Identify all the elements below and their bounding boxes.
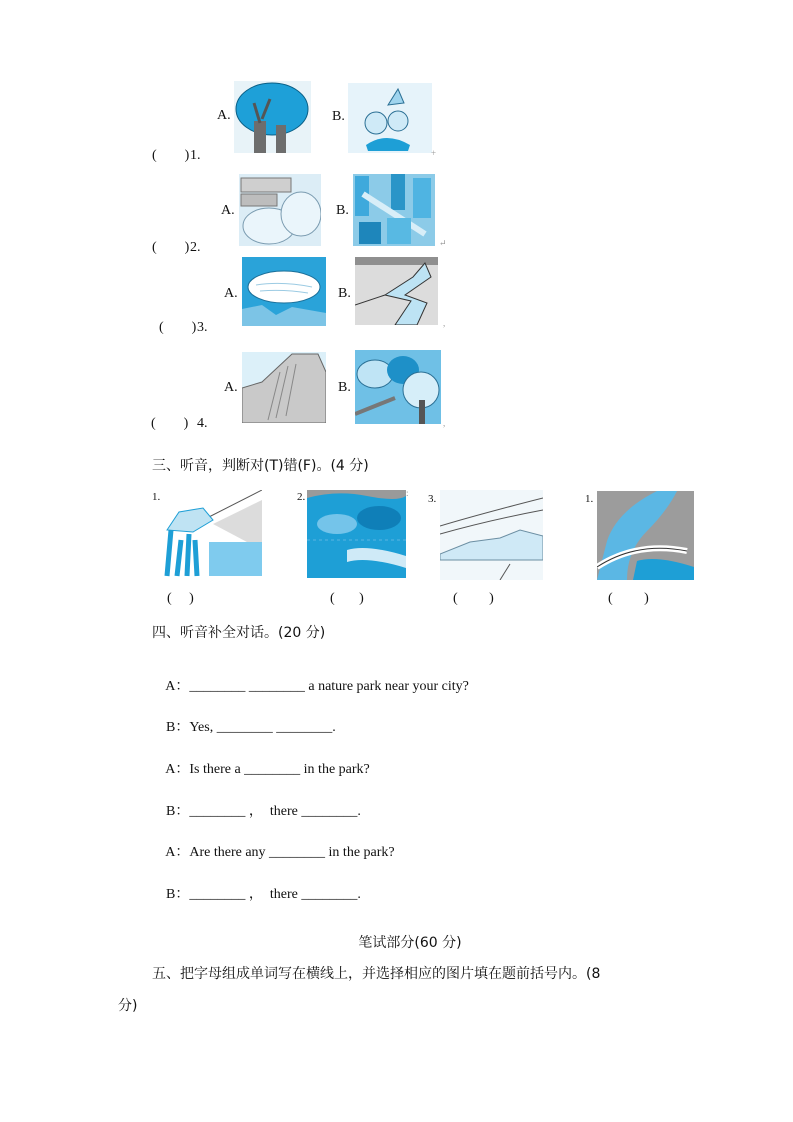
option-b-label: B. bbox=[338, 380, 351, 395]
speaker: B： bbox=[166, 804, 190, 819]
picture-number: 1. bbox=[585, 493, 594, 505]
dialogue-line-5 bbox=[152, 829, 395, 877]
speaker: B： bbox=[166, 720, 190, 735]
paragraph-mark: : bbox=[406, 488, 409, 498]
paragraph-mark: ↵ bbox=[439, 238, 447, 248]
picture-river bbox=[355, 257, 438, 325]
dialogue-text[interactable]: ________ ， there ________. bbox=[189, 887, 361, 902]
written-part-heading: 笔试部分(60 分) bbox=[358, 935, 462, 951]
speaker: A： bbox=[165, 679, 190, 694]
option-b-label: B. bbox=[338, 286, 351, 301]
dialogue-line-3 bbox=[152, 746, 370, 794]
picture-tree bbox=[234, 81, 311, 153]
option-b-label: B. bbox=[336, 203, 349, 218]
speaker: B： bbox=[166, 887, 190, 902]
option-a-label: A. bbox=[217, 108, 231, 123]
picture-village-houses bbox=[239, 174, 321, 246]
dialogue-line-6 bbox=[152, 871, 361, 919]
picture-number: 2. bbox=[297, 491, 306, 503]
question-number: 4. bbox=[197, 416, 208, 431]
section5-title-line1: 五、把字母组成单词写在横线上，并选择相应的图片填在题前括号内。(8 bbox=[152, 966, 601, 982]
picture-forest-river bbox=[307, 490, 406, 578]
question-number: 2. bbox=[190, 240, 201, 255]
answer-bracket[interactable]: ( ) bbox=[159, 320, 197, 335]
section3-title: 三、听音，判断对(T)错(F)。(4 分) bbox=[152, 458, 369, 474]
answer-bracket[interactable]: ( ) bbox=[608, 591, 649, 606]
section4-title: 四、听音补全对话。(20 分) bbox=[152, 625, 326, 641]
answer-bracket[interactable]: ( ) bbox=[453, 591, 494, 606]
option-b-label: B. bbox=[332, 109, 345, 124]
picture-lakeside-reeds bbox=[163, 490, 262, 578]
picture-city-buildings bbox=[353, 174, 435, 246]
answer-bracket[interactable]: ( ) bbox=[330, 591, 364, 606]
picture-flowers-butterfly bbox=[348, 83, 432, 153]
dialogue-text[interactable]: Yes, ________ ________. bbox=[189, 720, 336, 735]
speaker: A： bbox=[165, 762, 190, 777]
option-a-label: A. bbox=[221, 203, 235, 218]
option-a-label: A. bbox=[224, 286, 238, 301]
dialogue-text[interactable]: Is there a ________ in the park? bbox=[189, 762, 370, 777]
picture-lake bbox=[242, 257, 326, 326]
section5-title-line2: 分) bbox=[118, 998, 138, 1014]
picture-number: 1. bbox=[152, 491, 161, 503]
picture-river-bridge bbox=[597, 491, 694, 580]
picture-forest-bridge bbox=[355, 350, 441, 424]
question-number: 1. bbox=[190, 148, 201, 163]
answer-bracket[interactable]: ( ) bbox=[167, 591, 194, 606]
picture-number: 3. bbox=[428, 493, 437, 505]
answer-bracket[interactable]: ( ) bbox=[152, 240, 190, 255]
dialogue-text[interactable]: ________ ， there ________. bbox=[189, 804, 361, 819]
answer-bracket[interactable]: ( ) bbox=[152, 148, 190, 163]
option-a-label: A. bbox=[224, 380, 238, 395]
dialogue-line-2 bbox=[152, 704, 336, 752]
dialogue-text[interactable]: ________ ________ a nature park near your city? bbox=[189, 679, 469, 694]
paragraph-mark: , bbox=[443, 418, 446, 428]
picture-mountain bbox=[242, 352, 326, 423]
speaker: A： bbox=[165, 845, 190, 860]
paragraph-mark: + bbox=[431, 148, 437, 158]
answer-bracket[interactable]: ( ) bbox=[151, 416, 189, 431]
paragraph-mark: , bbox=[443, 318, 446, 328]
question-number: 3. bbox=[197, 320, 208, 335]
picture-hills-village bbox=[440, 490, 543, 580]
dialogue-text[interactable]: Are there any ________ in the park? bbox=[189, 845, 395, 860]
